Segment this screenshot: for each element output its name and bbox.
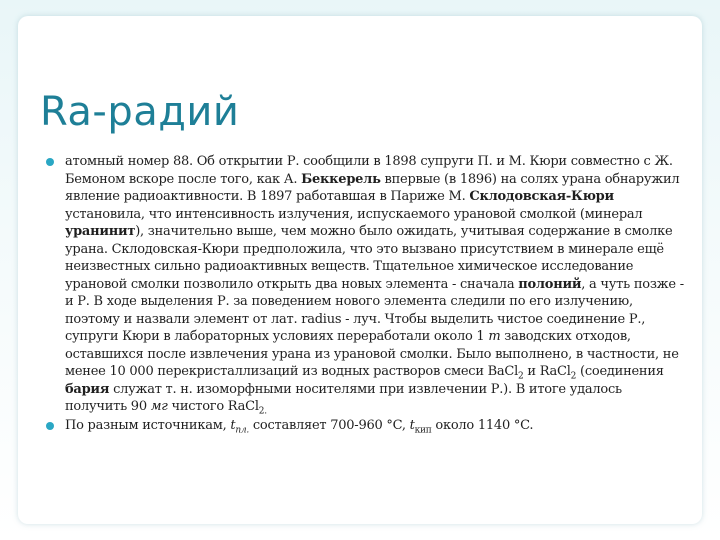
bullet-text: По разным источникам, $t_{пл.}$ составляет 700-960 °C, $t_{кип}$ около 1140 °C.	[65, 417, 534, 436]
keyword-sklodowska-curie: Склодовская-Кюри	[469, 189, 614, 204]
bullet-dot-icon	[46, 158, 54, 166]
bullet-item-radium-history	[46, 153, 684, 416]
bullet-text: атомный номер 88. Об открытии Р. сообщили в 1898 супруги П. и М. Кюри совместно с Ж. Бемоном вскоре после того, как А. Беккерель впервые (в 1896) на солях урана обнаружил явление радиоактивности. В 1897 работавшая в Париже М. Склодовская-Кюри установила, что интенсивность излучения, испускаемого урановой смолкой (минерал уранинит), значительно выше, чем можно было ожидать, учитывая содержание в смолке урана. Склодовская-Кюри предположила, что это вызвано присутствием в минерале ещё неизвестных сильно радиоактивных веществ. Тщательное химическое исследование урановой смолки позволило открыть два новых элемента - сначала полоний, а чуть позже - и Р. В ходе выделения Р. за поведением нового элемента следили по его излучению, поэтому и назвали элемент от лат. radius - луч. Чтобы выделить чистое соединение Р., супруги Кюри в лабораторных условиях переработали около 1 т заводских отходов, оставшихся после извлечения урана из урановой смолки. Было выполнено, в частности, не менее 10 000 перекристаллизаций из водных растворов смеси BaCl$_2$ и RaCl$_2$ (соединения бария служат т. н. изоморфными носителями при извлечении Р.). В итоге удалось получить 90 мг чистого RaCl$_{2.}$	[65, 154, 684, 417]
keyword-uraninite: уранинит	[65, 224, 136, 239]
keyword-becquerel: Беккерель	[301, 171, 381, 187]
unit-ton: т	[488, 329, 501, 344]
bullet-item-temperatures	[46, 417, 684, 435]
content-body	[46, 153, 684, 434]
keyword-polonium: полоний	[518, 276, 582, 292]
bullet-dot-icon	[46, 422, 54, 430]
boiling-point-symbol: t	[409, 417, 415, 433]
unit-milligram: мг	[150, 399, 168, 414]
melting-point-symbol: t	[230, 417, 236, 433]
keyword-barium: бария	[65, 381, 110, 397]
slide-title: Ra-радий	[40, 89, 240, 135]
